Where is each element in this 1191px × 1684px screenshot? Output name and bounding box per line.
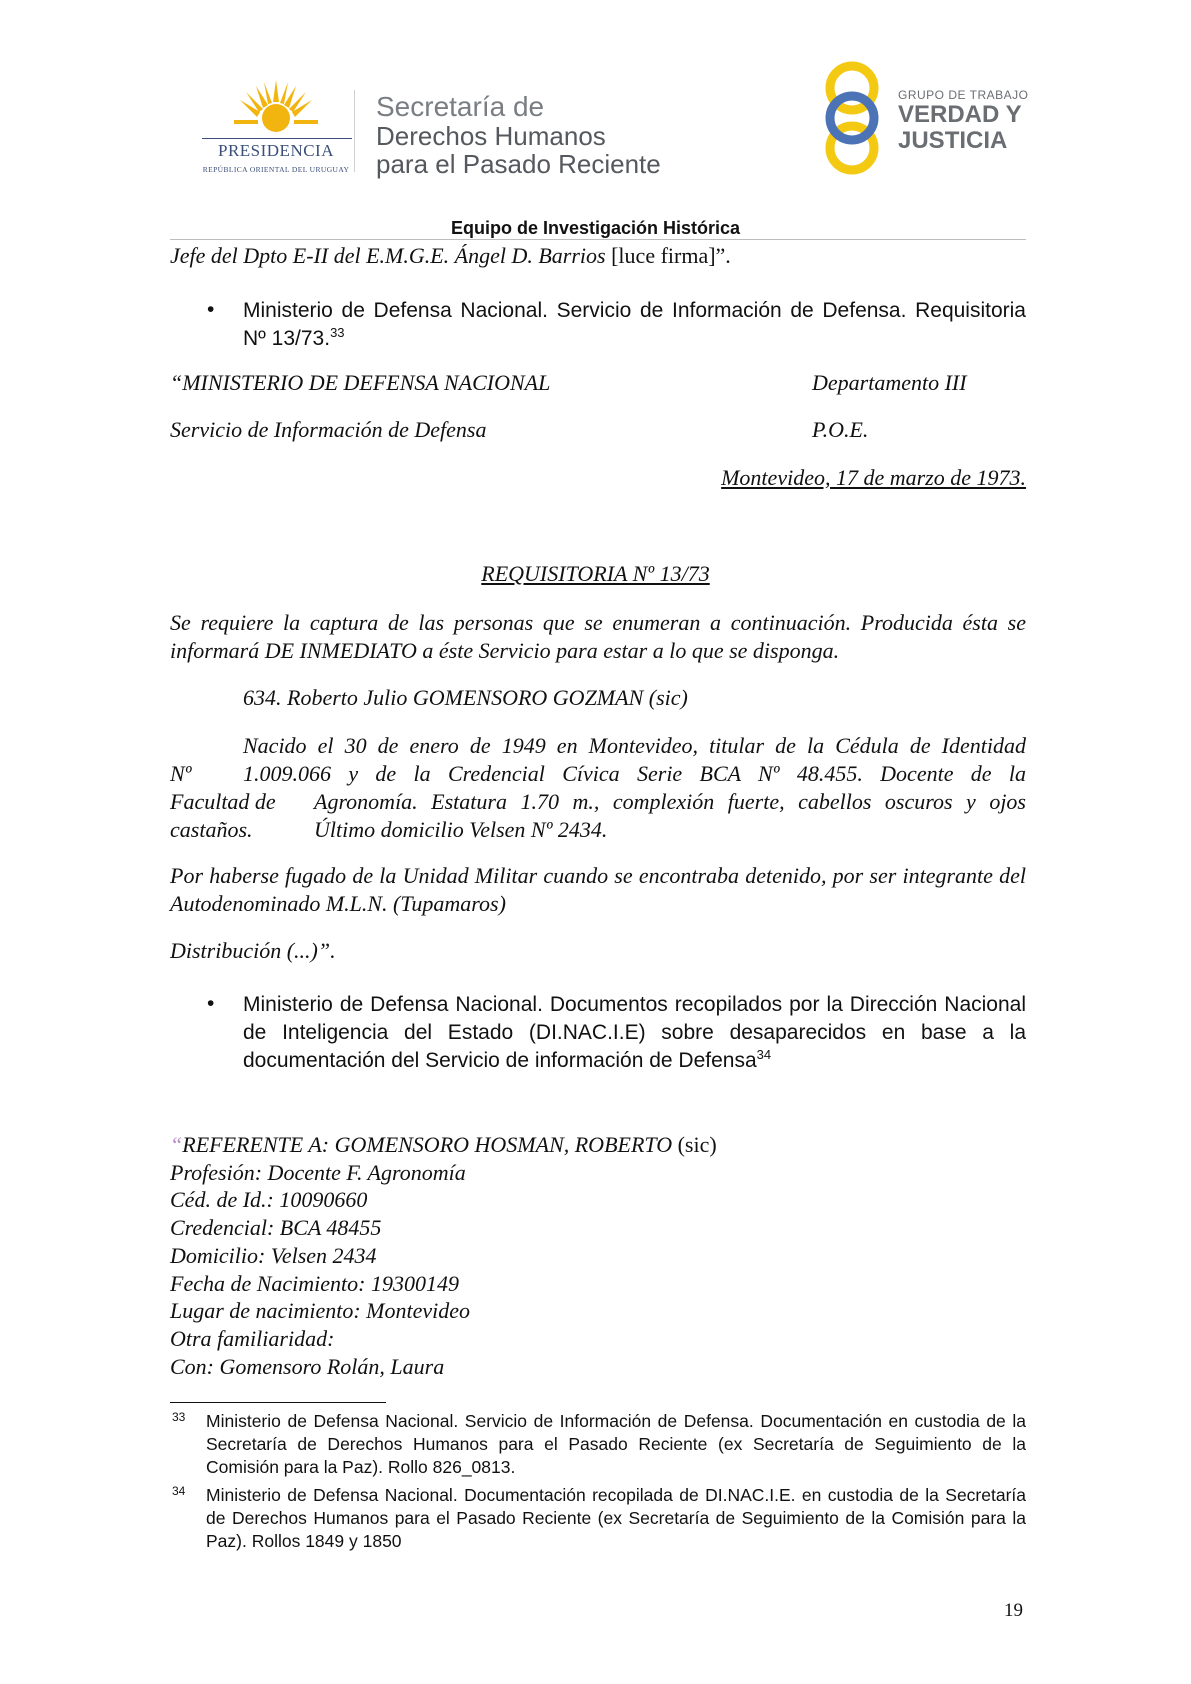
footnote-34-number: 34	[172, 1484, 186, 1498]
referente-name: REFERENTE A: GOMENSORO HOSMAN, ROBERTO	[182, 1132, 673, 1157]
capture-paragraph: Se requiere la captura de las personas que se enumeran a continuación. Producida ésta se informará DE INMEDIATO a éste Servicio para estar a lo que se disponga.	[170, 610, 1026, 663]
birth-line-4-b: Último domicilio Velsen Nº 2434.	[314, 817, 608, 842]
credencial-line: Credencial: BCA 48455	[170, 1215, 382, 1241]
page-number: 19	[1004, 1600, 1023, 1621]
ministerio-heading: “MINISTERIO DE DEFENSA NACIONAL	[170, 370, 551, 395]
bullet-1-content: Ministerio de Defensa Nacional. Servicio de Información de Defensa. Requisitoria Nº 13/73.	[243, 299, 1026, 350]
escape-paragraph: Por haberse fugado de la Unidad Militar cuando se encontraba detenido, por ser integrante del Autodenominado M.L.N. (Tupamaros)	[170, 863, 1026, 916]
presidencia-label: PRESIDENCIA	[217, 141, 334, 160]
presidencia-sub-label: REPÚBLICA ORIENTAL DEL URUGUAY	[202, 165, 350, 174]
secretaria-line-1: Secretaría de	[376, 91, 545, 122]
otra-familiaridad-line: Otra familiaridad:	[170, 1325, 335, 1351]
lugar-nacimiento-line: Lugar de nacimiento: Montevideo	[170, 1298, 470, 1324]
header-rule	[170, 239, 1026, 240]
referente-line	[170, 1131, 717, 1159]
birth-line-1: Nacido el 30 de enero de 1949 en Montevideo, titular de la Cédula de Identidad	[243, 733, 1026, 758]
poe-label: P.O.E.	[812, 417, 869, 442]
presidencia-rule	[202, 138, 352, 139]
birth-line-4	[170, 816, 1026, 844]
secretaria-logo-text	[376, 92, 661, 178]
document-date: Montevideo, 17 de marzo de 1973.	[721, 465, 1026, 490]
footnote-ref-34: 34	[756, 1047, 772, 1062]
bullet-2-dot: •	[207, 992, 215, 1015]
verdad-justicia-rings-icon	[822, 58, 882, 178]
departamento-label: Departamento III	[812, 370, 967, 395]
referente-sic: (sic)	[672, 1132, 717, 1157]
birth-line-3-b: Agronomía. Estatura 1.70 m., complexión fuerte, cabellos oscuros y ojos	[314, 789, 1026, 814]
bullet-1-text	[243, 297, 1026, 353]
secretaria-line-2: Derechos Humanos	[376, 121, 606, 151]
secretaria-line-3: para el Pasado Reciente	[376, 149, 661, 179]
footnote-ref-33: 33	[330, 325, 345, 340]
bullet-2-text	[243, 991, 1026, 1075]
birth-line-2-b: 1.009.066 y de la Credencial Cívica Serie BCA Nº 48.455. Docente de la	[243, 761, 1026, 786]
distribution-line: Distribución (...)”.	[170, 938, 336, 963]
fecha-nacimiento-line: Fecha de Nacimiento: 19300149	[170, 1270, 459, 1296]
birth-line-3-a: Facultad de	[170, 789, 276, 814]
bullet-2-content: Ministerio de Defensa Nacional. Documentos recopilados por la Dirección Nacional de Inteligencia del Estado (DI.NAC.I.E) sobre desaparecidos en base a la documentación del Servicio de información de Defensa	[243, 993, 1026, 1072]
footnote-33-text: Ministerio de Defensa Nacional. Servicio de Información de Defensa. Documentación en custodia de la Secretaría de Derechos Humanos para el Pasado Reciente (ex Secretaría de Seguimiento de la Comisión para la Paz). Rollo 826_0813.	[206, 1411, 1026, 1477]
presidencia-logo	[196, 78, 356, 178]
footnote-34-text: Ministerio de Defensa Nacional. Documentación recopilada de DI.NAC.I.E. en custodia de la Secretaría de Derechos Humanos para el Pasado Reciente (ex Secretaría de Seguimiento de la Comisión para la Paz). Rollos 1849 y 1850	[206, 1485, 1026, 1551]
open-quote: “	[170, 1132, 183, 1157]
person-entry: 634. Roberto Julio GOMENSORO GOZMAN (sic)	[243, 685, 688, 710]
signature-plain: [luce firma]”.	[605, 243, 731, 268]
servicio-label: Servicio de Información de Defensa	[170, 417, 487, 442]
birth-details	[170, 732, 1026, 844]
signature-line	[170, 243, 731, 269]
footnote-33-number: 33	[172, 1410, 186, 1424]
signature-italic: Jefe del Dpto E-II del E.M.G.E. Ángel D. Barrios	[170, 243, 606, 268]
sun-emblem-icon	[234, 78, 318, 138]
grupo-logo-text	[898, 88, 1028, 154]
birth-line-2-a: Nº	[170, 761, 192, 786]
referente-record	[170, 1131, 717, 1380]
domicilio-line: Domicilio: Velsen 2434	[170, 1242, 377, 1268]
bullet-1-dot: •	[207, 298, 215, 321]
birth-line-3	[170, 788, 1026, 816]
header-divider	[354, 90, 355, 172]
requisitoria-title: REQUISITORIA Nº 13/73	[481, 561, 710, 586]
grupo-line-1: GRUPO DE TRABAJO	[898, 88, 1029, 102]
birth-line-4-a: castaños.	[170, 817, 253, 842]
grupo-line-3: JUSTICIA	[898, 127, 1008, 154]
grupo-line-2: VERDAD Y	[898, 101, 1022, 128]
team-heading: Equipo de Investigación Histórica	[450, 218, 741, 238]
profesion-line: Profesión: Docente F. Agronomía	[170, 1159, 466, 1185]
con-line: Con: Gomensoro Rolán, Laura	[170, 1353, 445, 1379]
footnote-rule	[170, 1402, 386, 1403]
cedula-line: Céd. de Id.: 10090660	[170, 1187, 368, 1213]
birth-line-2	[170, 760, 1026, 788]
